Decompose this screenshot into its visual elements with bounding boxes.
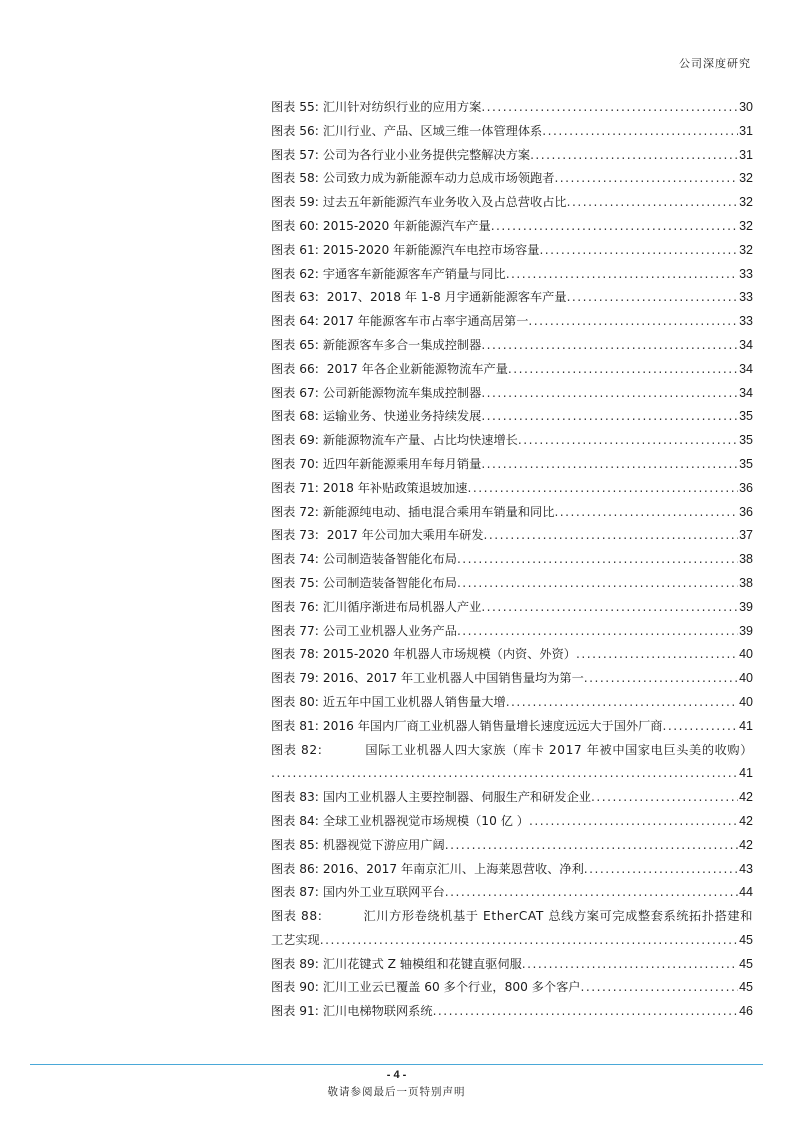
- toc-entry[interactable]: [271, 881, 753, 905]
- toc-entry-prefix: 图表 66:: [271, 361, 319, 376]
- toc-leader-dots: [506, 263, 738, 287]
- toc-entry-page: 42: [739, 837, 753, 852]
- toc-entry-title: 新能源物流车产量、占比均快速增长: [322, 433, 518, 448]
- toc-entry-prefix: 图表 60:: [271, 218, 319, 233]
- toc-entry[interactable]: [271, 643, 753, 667]
- toc-entry-prefix: 图表 68:: [271, 409, 319, 424]
- toc-entry-page: 31: [739, 147, 753, 162]
- toc-entry-page: 45: [739, 956, 753, 971]
- toc-leader-dots: [567, 191, 738, 215]
- toc-entry-prefix: 图表 56:: [271, 123, 319, 138]
- toc-entry[interactable]: [271, 215, 753, 239]
- toc-leader-dots: [481, 405, 738, 429]
- toc-entry-title: 新能源纯电动、插电混合乘用车销量和同比: [322, 504, 555, 519]
- toc-leader-dots: [530, 144, 738, 168]
- toc-entry-prefix: 图表 89:: [271, 956, 319, 971]
- toc-leader-dots: [591, 786, 738, 810]
- toc-leader-dots: [554, 167, 738, 191]
- toc-entry-title: 汇川电梯物联网系统: [322, 1004, 433, 1019]
- toc-entry-title: 2015-2020 年新能源汽车电控市场容量: [322, 242, 540, 257]
- toc-entry-page: 33: [739, 266, 753, 281]
- report-type-label: 公司深度研究: [679, 57, 751, 70]
- toc-entry[interactable]: [271, 739, 753, 787]
- toc-entry[interactable]: [271, 976, 753, 1000]
- toc-entry-title: 近五年中国工业机器人销售量大增: [322, 694, 506, 709]
- toc-leader-dots: [491, 215, 738, 239]
- toc-entry-title: 公司为各行业小业务提供完整解决方案: [322, 147, 531, 162]
- toc-entry[interactable]: [271, 596, 753, 620]
- toc-entry-prefix: 图表 57:: [271, 147, 319, 162]
- toc-entry-title: 新能源客车多合一集成控制器: [322, 337, 482, 352]
- toc-entry-title: 2015-2020 年机器人市场规模（内资、外资）: [322, 647, 576, 662]
- toc-leader-dots: [522, 953, 738, 977]
- toc-entry-page: 32: [739, 242, 753, 257]
- toc-entry[interactable]: [271, 191, 753, 215]
- toc-leader-dots: [481, 453, 738, 477]
- toc-entry-prefix: 图表 76:: [271, 599, 319, 614]
- toc-entry-title: 近四年新能源乘用车每月销量: [322, 456, 482, 471]
- toc-entry-page: 41: [739, 718, 753, 733]
- toc-entry-page: 43: [739, 861, 753, 876]
- toc-leader-dots: [457, 572, 738, 596]
- toc-entry-title: 2017 年能源客车市占率宇通高居第一: [322, 314, 529, 329]
- toc-entry-prefix: 图表 69:: [271, 433, 319, 448]
- toc-leader-dots: [518, 429, 738, 453]
- toc-entry-prefix: 图表 84:: [271, 813, 319, 828]
- footer-divider: [30, 1064, 763, 1065]
- toc-leader-dots: [481, 382, 738, 406]
- toc-entry-title: 国内工业机器人主要控制器、伺服生产和研发企业: [322, 790, 591, 805]
- toc-entry[interactable]: [271, 405, 753, 429]
- toc-entry[interactable]: [271, 96, 753, 120]
- toc-entry-page: 32: [739, 195, 753, 210]
- toc-entry[interactable]: [271, 905, 753, 953]
- toc-entry-prefix: 图表 58:: [271, 171, 319, 186]
- toc-entry-page: 34: [739, 385, 753, 400]
- toc-entry-page: 38: [739, 552, 753, 567]
- toc-entry-prefix: 图表 67:: [271, 385, 319, 400]
- toc-entry-page: 33: [739, 314, 753, 329]
- toc-entry-prefix: 图表 91:: [271, 1004, 319, 1019]
- toc-leader-dots: [457, 620, 738, 644]
- toc-entry-title: 2018 年补贴政策退坡加速: [322, 480, 468, 495]
- toc-leader-dots: [528, 310, 738, 334]
- toc-entry-prefix: 图表 82:: [271, 742, 323, 757]
- toc-entry-prefix: 图表 74:: [271, 552, 319, 567]
- toc-entry[interactable]: [271, 810, 753, 834]
- toc-entry-page: 32: [739, 171, 753, 186]
- toc-entry[interactable]: [271, 239, 753, 263]
- toc-entry-page: 38: [739, 575, 753, 590]
- toc-entry[interactable]: [271, 858, 753, 882]
- toc-entry-title: 运输业务、快递业务持续发展: [322, 409, 482, 424]
- toc-entry-title: 过去五年新能源汽车业务收入及占总营收占比: [322, 195, 567, 210]
- toc-leader-dots: [542, 120, 738, 144]
- toc-entry[interactable]: [271, 286, 753, 310]
- toc-leader-dots: [529, 810, 738, 834]
- toc-entry-title: 2016、2017 年工业机器人中国销售量均为第一: [322, 671, 584, 686]
- toc-entry[interactable]: [271, 429, 753, 453]
- toc-entry-prefix: 图表 86:: [271, 861, 319, 876]
- toc-entry-page: 35: [739, 409, 753, 424]
- page-number: - 4 -: [386, 1069, 407, 1081]
- toc-entry-title: 2016、2017 年南京汇川、上海莱恩营收、净利: [322, 861, 584, 876]
- toc-entry-page: 46: [739, 1004, 753, 1019]
- toc-entry[interactable]: [271, 453, 753, 477]
- toc-entry-title: 汇川方形卷绕机基于 EtherCAT 总线方案可完成整套系统拓扑搭建和: [363, 909, 753, 924]
- toc-entry-page: 39: [739, 599, 753, 614]
- toc-entry-prefix: 图表 78:: [271, 647, 319, 662]
- toc-entry-title: 公司制造装备智能化布局: [322, 575, 457, 590]
- toc-leader-dots: [506, 691, 738, 715]
- toc-entry-page: 34: [739, 337, 753, 352]
- toc-entry-prefix: 图表 55:: [271, 100, 319, 114]
- toc-entry[interactable]: [271, 1000, 753, 1024]
- toc-entry-title: 机器视觉下游应用广阔: [322, 837, 445, 852]
- toc-entry-title: 国内外工业互联网平台: [322, 885, 445, 900]
- toc-entry-title: 公司新能源物流车集成控制器: [322, 385, 482, 400]
- toc-entry-page: 33: [739, 290, 753, 305]
- toc-entry-page: 34: [739, 361, 753, 376]
- toc-entry[interactable]: [271, 691, 753, 715]
- toc-leader-dots: [433, 1000, 739, 1024]
- toc-entry-title: 2017、2018 年 1-8 月宇通新能源客车产量: [322, 290, 567, 305]
- toc-entry[interactable]: [271, 501, 753, 525]
- toc-leader-dots: [584, 858, 738, 882]
- toc-entry-title: 2017 年各企业新能源物流车产量: [322, 361, 508, 376]
- toc-entry-title: 汇川针对纺织行业的应用方案: [322, 100, 482, 114]
- toc-leader-dots: [580, 976, 738, 1000]
- toc-entry-title: 全球工业机器视觉市场规模（10 亿 ）: [322, 813, 529, 828]
- toc-entry[interactable]: [271, 953, 753, 977]
- toc-entry-title: 公司制造装备智能化布局: [322, 552, 457, 567]
- toc-leader-dots: [508, 358, 738, 382]
- toc-entry[interactable]: [271, 620, 753, 644]
- toc-entry-prefix: 图表 77:: [271, 623, 319, 638]
- toc-entry-title: 宇通客车新能源客车产销量与同比: [322, 266, 506, 281]
- toc-entry-prefix: 图表 88:: [271, 909, 323, 924]
- toc-entry-title: 汇川工业云已覆盖 60 多个行业，800 多个客户: [322, 980, 581, 995]
- toc-entry-page: 37: [739, 528, 753, 543]
- toc-entry-page: 45: [739, 932, 753, 947]
- toc-entry-prefix: 图表 83:: [271, 790, 319, 805]
- footer-disclaimer: 敬请参阅最后一页特别声明: [327, 1086, 466, 1098]
- toc-entry-prefix: 图表 80:: [271, 694, 319, 709]
- toc-entry-page: 31: [739, 123, 753, 138]
- toc-entry-prefix: 图表 73:: [271, 528, 319, 543]
- toc-entry[interactable]: [271, 548, 753, 572]
- toc-entry-title: 2015-2020 年新能源汽车产量: [322, 218, 491, 233]
- toc-entry-page: 30: [739, 100, 753, 114]
- toc-entry-prefix: 图表 85:: [271, 837, 319, 852]
- toc-entry-title: 汇川行业、产品、区域三维一体管理体系: [322, 123, 543, 138]
- toc-entry[interactable]: [271, 144, 753, 168]
- toc-entry-title: 汇川循序渐进布局机器人产业: [322, 599, 482, 614]
- toc-entry-page: 40: [739, 671, 753, 686]
- toc-leader-dots: [320, 929, 738, 953]
- toc-entry-page: 35: [739, 456, 753, 471]
- toc-entry[interactable]: [271, 524, 753, 548]
- toc-leader-dots: [576, 643, 738, 667]
- toc-entry-prefix: 图表 72:: [271, 504, 319, 519]
- toc-entry[interactable]: [271, 667, 753, 691]
- toc-entry-title: 国际工业机器人四大家族（库卡 2017 年被中国家电巨头美的收购）: [365, 742, 753, 757]
- toc-entry-page: 39: [739, 623, 753, 638]
- toc-entry[interactable]: [271, 310, 753, 334]
- toc-entry[interactable]: [271, 715, 753, 739]
- toc-entry-prefix: 图表 64:: [271, 314, 319, 329]
- toc-leader-dots: [457, 548, 738, 572]
- toc-entry-title-continued: 工艺实现: [271, 932, 320, 947]
- toc-entry[interactable]: [271, 477, 753, 501]
- toc-leader-dots: [445, 834, 738, 858]
- toc-entry-page: 36: [739, 504, 753, 519]
- toc-leader-dots: [584, 667, 738, 691]
- toc-entry-page: 40: [739, 647, 753, 662]
- toc-entry[interactable]: [271, 334, 753, 358]
- toc-entry-prefix: 图表 62:: [271, 266, 319, 281]
- toc-leader-dots: [481, 596, 738, 620]
- toc-entry[interactable]: [271, 167, 753, 191]
- toc-entry-title: 2016 年国内厂商工业机器人销售量增长速度远远大于国外厂商: [322, 718, 663, 733]
- toc-entry-prefix: 图表 87:: [271, 885, 319, 900]
- toc-entry[interactable]: [271, 120, 753, 144]
- toc-leader-dots: [567, 286, 739, 310]
- toc-entry-prefix: 图表 59:: [271, 195, 319, 210]
- toc-entry-prefix: 图表 65:: [271, 337, 319, 352]
- toc-entry-title: 公司致力成为新能源车动力总成市场领跑者: [322, 171, 555, 186]
- toc-leader-dots: [467, 477, 738, 501]
- toc-entry-prefix: 图表 81:: [271, 718, 319, 733]
- toc-entry-page: 44: [739, 885, 753, 900]
- toc-entry-prefix: 图表 63:: [271, 290, 319, 305]
- toc-entry-prefix: 图表 79:: [271, 671, 319, 686]
- toc-entry-page: 42: [739, 790, 753, 805]
- toc-entry-page: 42: [739, 813, 753, 828]
- toc-entry-title: 2017 年公司加大乘用车研发: [322, 528, 484, 543]
- toc-entry-title: 公司工业机器人业务产品: [322, 623, 457, 638]
- toc-entry-prefix: 图表 90:: [271, 980, 319, 995]
- toc-leader-dots: [481, 96, 738, 120]
- toc-leader-dots: [445, 881, 738, 905]
- toc-entry-prefix: 图表 71:: [271, 480, 319, 495]
- toc-entry-title: 汇川花键式 Z 轴模组和花键直驱伺服: [322, 956, 522, 971]
- toc-entry-page: 32: [739, 218, 753, 233]
- toc-entry-prefix: 图表 61:: [271, 242, 319, 257]
- toc-entry-page: 45: [739, 980, 753, 995]
- toc-entry[interactable]: [271, 263, 753, 287]
- toc-entry-page: 35: [739, 433, 753, 448]
- toc-entry-page: 36: [739, 480, 753, 495]
- toc-entry-prefix: 图表 75:: [271, 575, 319, 590]
- toc-leader-dots: [484, 524, 739, 548]
- toc-entry[interactable]: [271, 786, 753, 810]
- toc-leader-dots: [662, 715, 738, 739]
- figure-table-of-contents: [271, 96, 753, 1024]
- toc-entry[interactable]: [271, 382, 753, 406]
- toc-entry[interactable]: [271, 572, 753, 596]
- toc-leader-dots: [481, 334, 738, 358]
- toc-entry-prefix: 图表 70:: [271, 456, 319, 471]
- toc-entry[interactable]: [271, 834, 753, 858]
- toc-entry[interactable]: [271, 358, 753, 382]
- toc-leader-dots: [554, 501, 738, 525]
- toc-entry-page: 40: [739, 694, 753, 709]
- toc-leader-dots: [539, 239, 738, 263]
- toc-leader-dots: [271, 762, 738, 786]
- toc-entry-page: 41: [739, 766, 753, 781]
